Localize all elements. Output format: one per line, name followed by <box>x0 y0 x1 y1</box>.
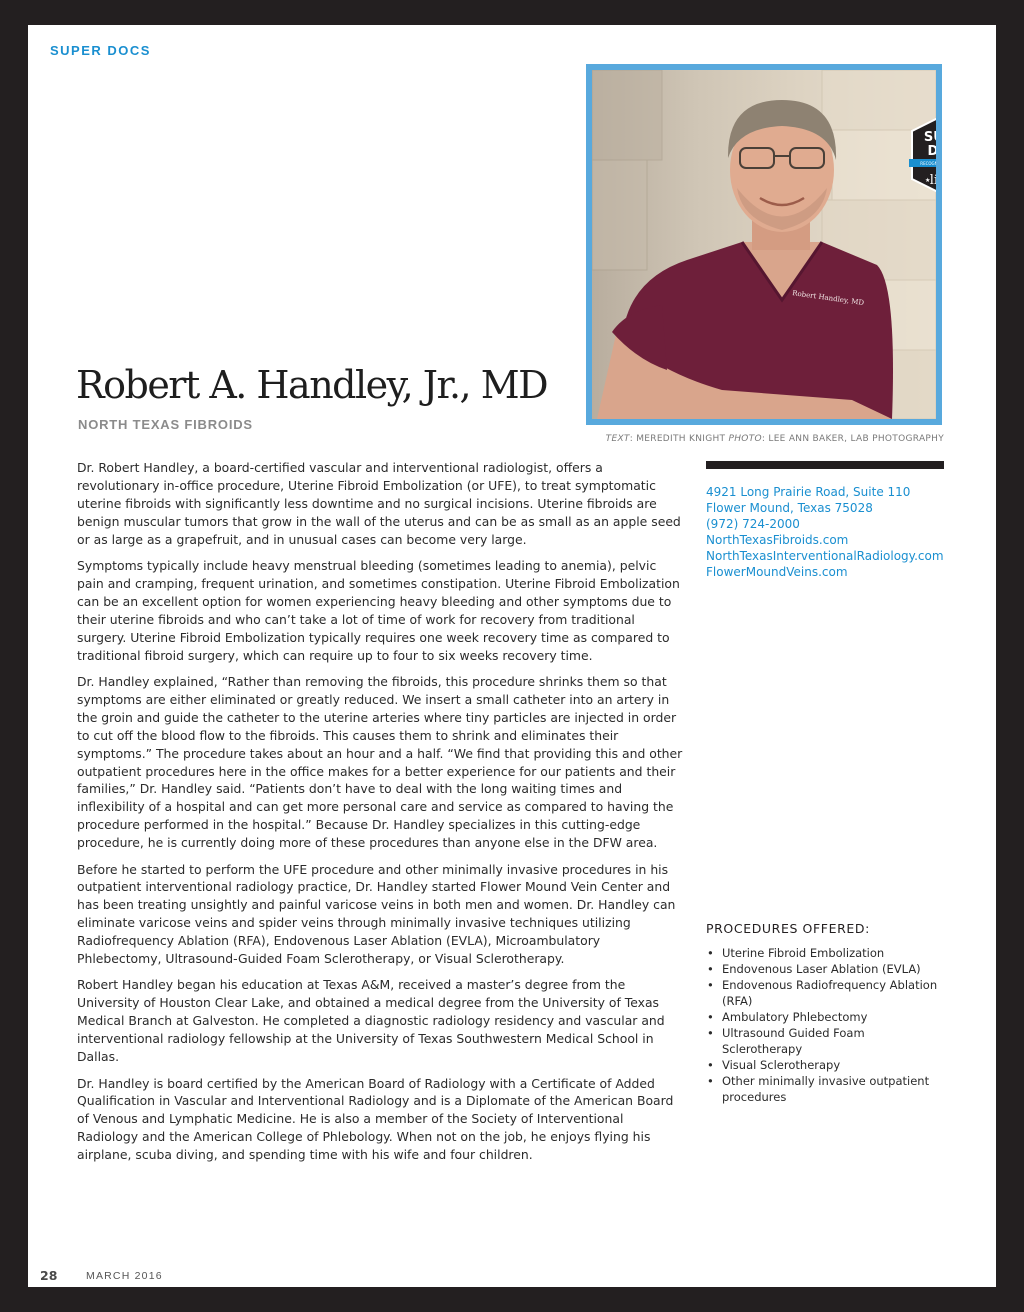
article-paragraph: Dr. Handley explained, “Rather than removing the fibroids, this procedure shrinks them so that symptoms are either eliminated or greatly reduced. We insert a small catheter into an artery in the groin and guide the catheter to the uterine arteries where tiny particles are injected in order to cut off the blood flow to the fibroids. This causes them to shrink and eliminates their symptoms.” The procedure takes about an hour and a half. “We find that providing this and other outpatient procedures here in the office makes for a better experience for our patients and their families,” Dr. Handley said. “Patients don’t have to deal with the long waiting times and inflexibility of a hospital and can get more personal care and service as compared to having the procedure performed in the hospital.” Because Dr. Handley specializes in this cutting-edge procedure, he is currently doing more of these procedures than anyone else in the DFW area. <box>77 673 683 851</box>
badge-line2: DOCS <box>927 144 969 159</box>
doctor-photo <box>592 70 976 419</box>
article-paragraph: Robert Handley began his education at Texas A&M, received a master’s degree from the University of Houston Clear Lake, and obtained a medical degree from the University of Texas Medical Branch at Galveston. He completed a diagnostic radiology residency and vascular and interventional radiology fellowship at the University of Texas Southwestern Medical School in Dallas. <box>77 977 665 1065</box>
article-paragraph: Dr. Robert Handley, a board-certified vascular and interventional radiologist, offers a revolutionary in-office procedure, Uterine Fibroid Embolization (or UFE), to treat symptomatic uterine fibroids with significantly less downtime and no surgical incisions. Uterine fibroids are benign muscular tumors that grow in the wall of the uterus and can be as small as an apple seed or as large as a grapefruit, and in unusual cases can become very large. <box>77 460 681 547</box>
contact-website-link[interactable]: FlowerMoundVeins.com <box>706 565 848 579</box>
badge-ribbon-text: RECOGNIZING EXCELLENCE <box>920 161 976 166</box>
credit-photo-value: : LEE ANN BAKER, LAB PHOTOGRAPHY <box>761 434 944 444</box>
contact-address-line1: 4921 Long Prairie Road, Suite 110 <box>706 485 911 499</box>
contact-website-link[interactable]: NorthTexasFibroids.com <box>706 533 849 547</box>
badge-brand: living <box>929 173 967 188</box>
svg-text:★: ★ <box>925 177 931 184</box>
practice-name: NORTH TEXAS FIBROIDS <box>78 417 253 432</box>
procedure-item: • Uterine Fibroid Embolization <box>706 945 946 961</box>
procedure-item: • Visual Sclerotherapy <box>706 1057 946 1073</box>
credit-text-label: TEXT <box>605 434 630 444</box>
contact-website-link[interactable]: NorthTexasInterventionalRadiology.com <box>706 549 944 563</box>
doctor-photo-frame <box>586 64 976 425</box>
contact-address-line2: Flower Mound, Texas 75028 <box>706 501 873 515</box>
procedure-item: • Ultrasound Guided Foam Sclerotherapy <box>706 1025 946 1057</box>
procedure-item: • Other minimally invasive outpatient procedures <box>706 1073 946 1105</box>
contact-block <box>706 484 951 580</box>
article-paragraph: Symptoms typically include heavy menstrual bleeding (sometimes leading to anemia), pelvic pain and cramping, frequent urination, and sometimes constipation. Uterine Fibroid Embolization can be an excellent option for women experiencing heavy bleeding and other symptoms due to their uterine fibroids and who can’t take a lot of time of work for recovery from traditional surgery. Uterine Fibroid Embolization typically requires one week recovery time as compared to traditional fibroid surgery, which can require up to four to six weeks recovery time. <box>77 558 680 663</box>
page-number: 28 <box>40 1268 58 1283</box>
procedures-list <box>706 945 946 1105</box>
article-body <box>77 459 683 1173</box>
super-docs-badge: 2016 SUPER DOCS RECOGNIZING EXCELLENCE living ★ ★ <box>909 111 936 199</box>
procedure-item: • Endovenous Laser Ablation (EVLA) <box>706 961 946 977</box>
article-paragraph: Dr. Handley is board certified by the American Board of Radiology with a Certificate of Added Qualification in Vascular and Interventional Radiology and is a Diplomate of the American Board of Venous and Lymphatic Medicine. He is also a member of the Society of Interventional Radiology and the American College of Phlebology. When not on the job, he enjoys flying his airplane, scuba diving, and spending time with his wife and four children. <box>77 1075 674 1163</box>
badge-line1: SUPER <box>923 130 973 145</box>
scrub-embroidery: Robert Handley, MD <box>791 289 865 308</box>
procedures-title: PROCEDURES OFFERED: <box>706 921 870 936</box>
issue-date: MARCH 2016 <box>86 1270 163 1282</box>
procedure-item: • Ambulatory Phlebectomy <box>706 1009 946 1025</box>
procedure-item: • Endovenous Radiofrequency Ablation (RFA) <box>706 977 946 1009</box>
sidebar-divider <box>706 461 944 469</box>
section-label: SUPER DOCS <box>50 43 151 58</box>
photo-credits <box>606 434 944 444</box>
article-paragraph: Before he started to perform the UFE procedure and other minimally invasive procedures in his outpatient interventional radiology practice, Dr. Handley started Flower Mound Vein Center and has been treating unsightly and painful varicose veins in both men and women. Dr. Handley can eliminate varicose veins and spider veins through minimally invasive techniques utilizing Radiofrequency Ablation (RFA), Endovenous Laser Ablation (EVLA), Microambulatory Phlebectomy, Ultrasound-Guided Foam Sclerotherapy, or Visual Sclerotherapy. <box>77 861 676 967</box>
credit-photo-label: PHOTO <box>728 434 762 444</box>
credit-text-value: : MEREDITH KNIGHT <box>629 434 729 444</box>
doctor-name: Robert A. Handley, Jr., MD <box>76 363 548 407</box>
contact-phone[interactable]: (972) 724-2000 <box>706 517 800 531</box>
magazine-page <box>28 25 996 1287</box>
